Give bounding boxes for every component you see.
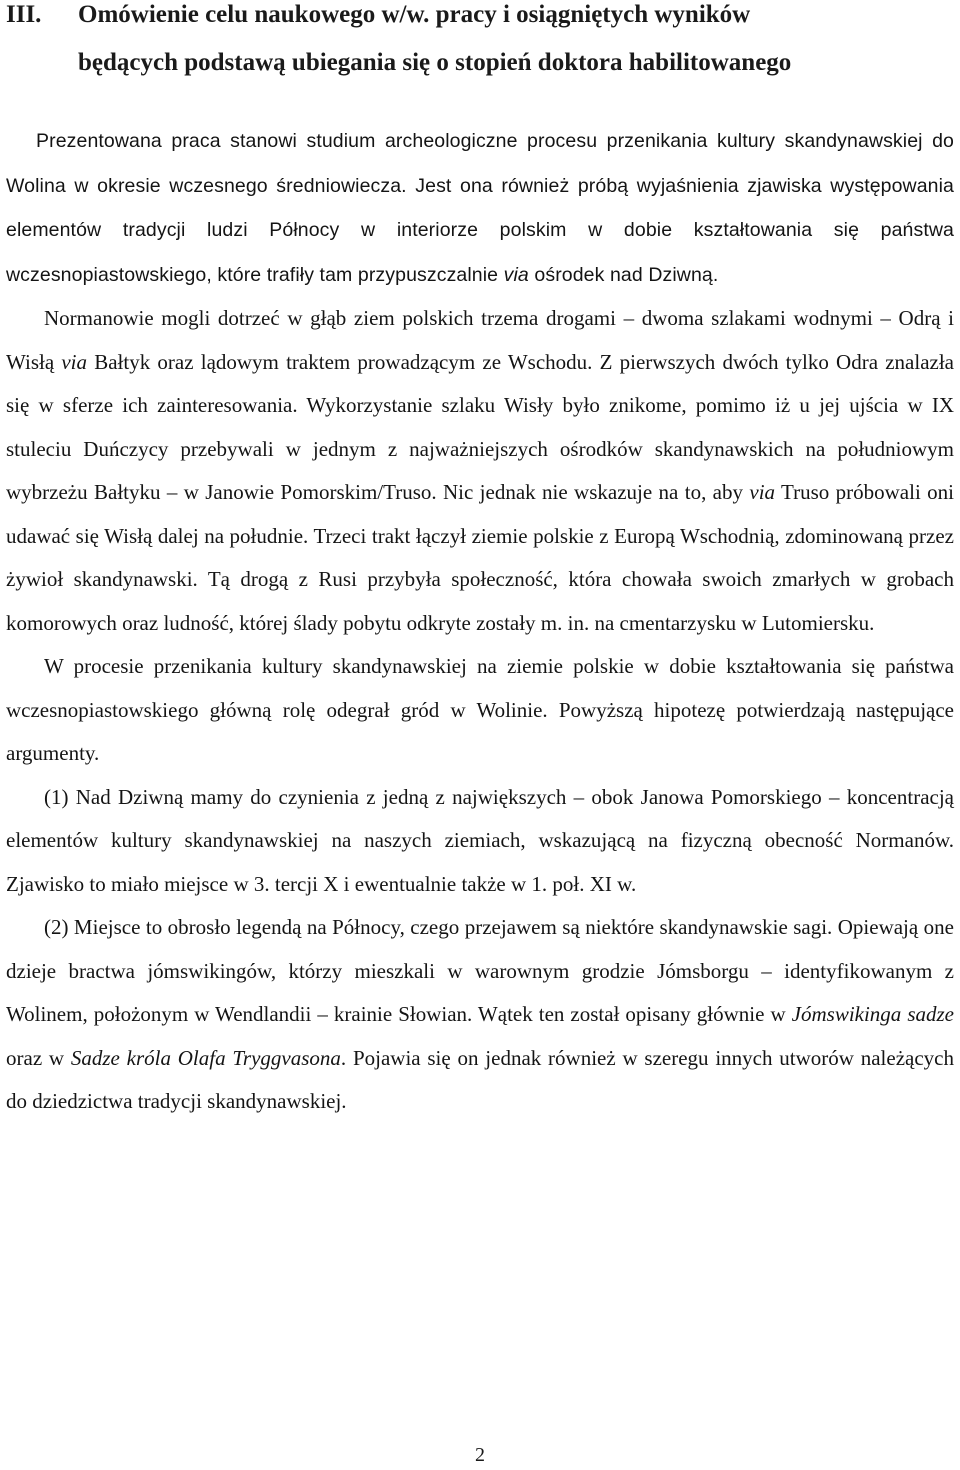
section-heading-line-1: Omówienie celu naukowego w/w. pracy i osiągniętych wyników: [78, 1, 751, 28]
paragraph-3: W procesie przenikania kultury skandynawskiej na ziemie polskie w dobie kształtowania się państwa wczesnopiastowskiego główną rolę odegrał gród w Wolinie. Powyższą hipotezę potwierdzają następujące argumenty.: [6, 654, 954, 765]
paragraph-2-italic-via-2: via: [749, 480, 776, 504]
paragraph-5-part-e: . Pojawia się on jednak również w szeregu innych utworów należących do dziedzictwa tradycji skandynawskiej.: [6, 1045, 954, 1113]
paragraph-5-italic-title-2: Sadze króla Olafa Tryggvasona: [70, 1045, 341, 1070]
paragraph-1-part-d: ośrodek nad Dziwną.: [528, 263, 719, 286]
section-heading-line-2: będących podstawą ubiegania się o stopień doktora habilitowanego: [78, 49, 792, 76]
body-text: [6, 119, 954, 1124]
paragraph-5-part-c: oraz w: [6, 1045, 71, 1070]
paragraph-2-part-c: Bałtyk oraz lądowym traktem prowadzącym ze Wschodu. Z pierwszych dwóch tylko Odra znalazła się w sferze ich zainteresowania. Wykorzystanie szlaku Wisły było znikome, pomimo iż u jej ujścia w IX stuleciu Duńczycy przebywali w jednym z najważniejszych ośrodków skandynawskich na południowym wybrzeżu Bałtyku – w Janowie Pomorskim/Truso. Nic jednak nie wskazuje na to, aby: [6, 349, 954, 504]
paragraph-4: (1) Nad Dziwną mamy do czynienia z jedną z największych – obok Janowa Pomorskiego – koncentracją elementów kultury skandynawskiej na naszych ziemiach, wskazującą na fizyczną obecność Normanów. Zjawisko to miało miejsce w 3. tercji X i ewentualnie także w 1. poł. XI w.: [6, 784, 954, 896]
paragraph-2-part-a: Normanowie mogli dotrzeć w głąb ziem polskich trzema drogami – dwoma szlakami wodnymi – Odrą i Wisłą: [6, 306, 954, 374]
paragraph-1-part-a: Prezentowana praca stanowi studium archeologiczne procesu przenikania kultury skandynawskiej do Wolina w okresie wczesnego średniowiecza.: [6, 130, 954, 197]
section-heading: [6, 0, 954, 87]
paragraph-2-italic-via-1: via: [61, 349, 87, 374]
paragraph-5: [6, 906, 954, 1124]
paragraph-1-italic-via: via: [503, 263, 529, 286]
page-number: 2: [475, 1444, 485, 1466]
paragraph-2-part-e: Truso próbowali oni udawać się Wisłą dalej na południe. Trzeci trakt łączył ziemie polskie z Europą Wschodnią, zdominowaną przez żywioł skandynawski. Tą drogą z Rusi przybyła społeczność, która chowała swoich zmarłych w grobach komorowych oraz ludność, której ślady pobytu odkryte zostały m. in. na cmentarzysku w Lutomiersku.: [6, 480, 954, 635]
paragraph-5-part-a: (2) Miejsce to obrosło legendą na Północy, czego przejawem są niektóre skandynawskie sagi. Opiewają one dzieje bractwa jómswikingów, którzy mieszkali w warownym grodzie Jómsborgu – identyfikowanym z Wolinem, położonym w Wendlandii – krainie Słowian. Wątek ten został opisany głównie w: [6, 915, 954, 1026]
section-number: III.: [6, 1, 42, 28]
paragraph-2: [6, 297, 954, 645]
paragraph-1-part-b: Jest ona również próbą wyjaśnienia zjawiska występowania elementów tradycji ludzi Północy w interiorze polskim w dobie kształtowania się państwa wczesnopiastowskiego, które trafiły tam przypuszczalnie: [6, 174, 954, 286]
document-page: [6, 0, 954, 1124]
paragraph-5-italic-title-1: Jómswikinga sadze: [791, 1002, 954, 1026]
paragraph-1: [6, 119, 954, 297]
